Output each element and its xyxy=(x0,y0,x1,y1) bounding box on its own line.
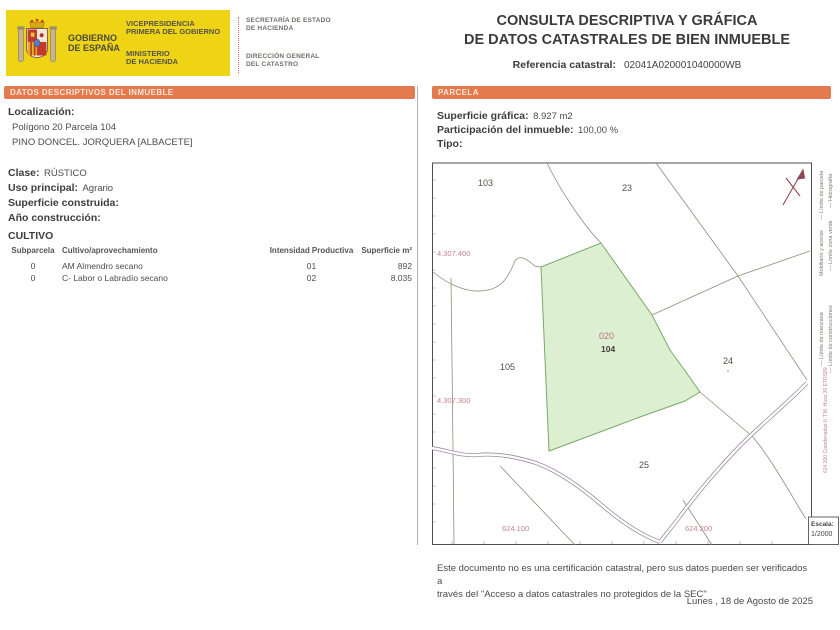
legend-item: — Límite de parcela xyxy=(819,170,825,220)
coord-label-y-lower: 4.307.300 xyxy=(437,396,471,405)
secretaria-text: SECRETARÍA DE ESTADO DE HACIENDA xyxy=(246,17,331,32)
departments-text xyxy=(126,20,226,67)
page-title: CONSULTA DESCRIPTIVA Y GRÁFICA DE DATOS CATASTRALES DE BIEN INMUEBLE xyxy=(464,13,790,48)
legend-item: — Límite de construcciones xyxy=(828,305,834,373)
uso-value: Agrario xyxy=(82,183,114,194)
map-legend xyxy=(819,170,834,473)
parcel-label-104: 104 xyxy=(601,344,616,354)
legend-item: Mobiliario y aceras xyxy=(819,230,825,276)
parcel-label-25: 25 xyxy=(639,460,650,470)
section-bar-datos: DATOS DESCRIPTIVOS DEL INMUEBLE xyxy=(4,86,415,99)
scale-label: Escala: xyxy=(811,521,834,528)
col-header-superficie: Superficie m² xyxy=(361,246,412,255)
document-date: Lunes , 18 de Agosto de 2025 xyxy=(686,596,813,607)
legend-item: — Hidrografía xyxy=(828,173,834,208)
cultivo-table xyxy=(8,246,412,283)
participacion-label: Participación del inmueble: xyxy=(437,124,574,136)
table-row-cell: C- Labor o Labradío secano xyxy=(62,273,168,283)
disclaimer-text: Este documento no es una certificación catastral, pero sus datos pueden ser verificados a través del "Acceso a datos catastrales no protegidos de la SEC" xyxy=(437,563,808,600)
participacion-value: 100,00 % xyxy=(577,125,619,136)
localizacion-line2: PINO DONCEL. JORQUERA [ALBACETE] xyxy=(12,137,193,148)
scale-value: 1/2000 xyxy=(811,531,833,538)
coord-label-x-right: 624.200 xyxy=(685,524,713,533)
superficie-construida-label: Superficie construida: xyxy=(8,197,119,209)
localizacion-label: Localización: xyxy=(8,106,75,118)
superficie-grafica-label: Superficie gráfica: xyxy=(437,110,529,122)
coord-label-y-upper: 4.307.400 xyxy=(437,249,471,258)
table-row-cell: 892 xyxy=(397,261,412,271)
table-row-cell: 01 xyxy=(306,261,317,271)
table-row-cell: 0 xyxy=(30,261,36,271)
vicepresidencia-text: VICEPRESIDENCIA PRIMERA DEL GOBIERNO xyxy=(126,18,221,36)
reference-label: Referencia catastral: xyxy=(512,59,616,71)
col-header-cultivo: Cultivo/aprovechamiento xyxy=(62,246,158,255)
utm-side-coordinate-text: 624.300 Coordenadas U.T.M. Huso 30 ETRS89 xyxy=(823,367,829,473)
table-row-cell: 0 xyxy=(30,273,36,283)
header-logo-box xyxy=(6,10,230,76)
table-row-cell: AM Almendro secano xyxy=(62,261,143,271)
cadastral-map xyxy=(432,158,840,546)
uso-label: Uso principal: xyxy=(8,182,79,194)
ano-construccion-row xyxy=(8,208,101,226)
cultivo-title: CULTIVO xyxy=(8,230,54,242)
spain-coat-of-arms-icon xyxy=(14,16,60,70)
section-bar-parcela: PARCELA xyxy=(432,86,831,99)
legend-item: — Límite de manzana xyxy=(819,312,825,366)
participacion-row xyxy=(437,120,618,138)
tipo-row xyxy=(437,134,462,152)
clase-label: Clase: xyxy=(8,167,40,179)
col-header-subparcela: Subparcela xyxy=(11,246,55,255)
direccion-catastro-text: DIRECCIÓN GENERAL DEL CATASTRO xyxy=(246,53,320,68)
secretaria-block xyxy=(238,17,356,73)
legend-item: — Límite zona verde xyxy=(828,220,834,271)
map-point-marker xyxy=(727,370,729,372)
superficie-grafica-value: 8.927 m2 xyxy=(533,111,573,122)
table-row-cell: 8.035 xyxy=(390,273,412,283)
ano-construccion-label: Año construcción: xyxy=(8,212,101,224)
gobierno-text: GOBIERNO DE ESPAÑA xyxy=(68,32,120,53)
coord-label-x-left: 624.100 xyxy=(502,524,530,533)
parcel-label-103: 103 xyxy=(478,178,494,188)
table-row-cell: 02 xyxy=(306,273,317,283)
col-header-intensidad: Intensidad Productiva xyxy=(269,246,354,255)
parcel-label-23: 23 xyxy=(622,183,633,193)
localizacion-line1: Polígono 20 Parcela 104 xyxy=(12,122,117,133)
clase-value: RÚSTICO xyxy=(43,168,87,179)
parcel-label-105: 105 xyxy=(500,362,516,372)
cadastral-reference xyxy=(437,59,817,71)
parcel-label-24: 24 xyxy=(723,356,734,366)
reference-value: 02041A020001040000WB xyxy=(623,60,742,71)
column-divider xyxy=(417,86,418,545)
tipo-label: Tipo: xyxy=(437,138,463,150)
subparcel-code-label: 020 xyxy=(599,331,615,341)
ministerio-text: MINISTERIO DE HACIENDA xyxy=(126,48,179,66)
scale-box xyxy=(809,517,839,545)
